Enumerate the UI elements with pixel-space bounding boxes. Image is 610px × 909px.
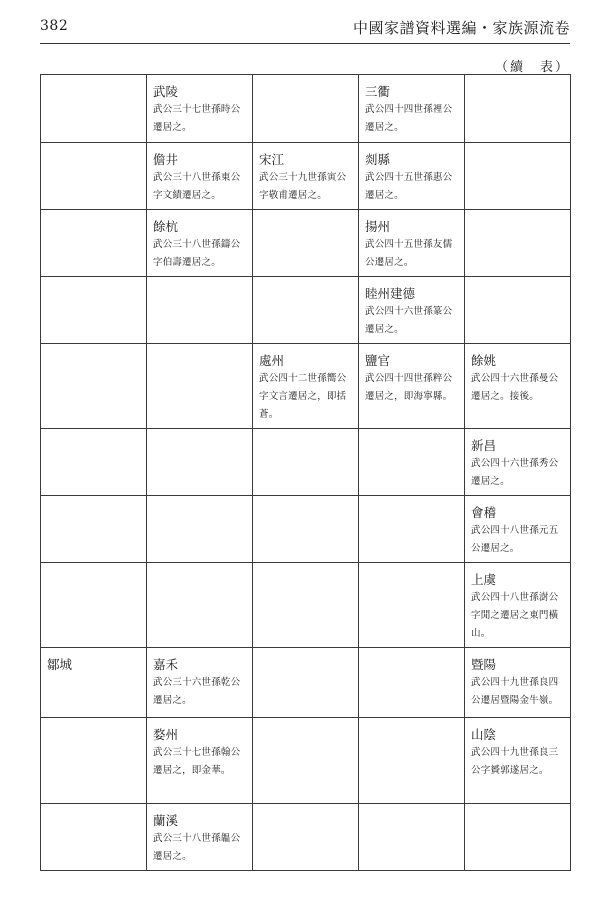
- table-cell: [253, 804, 359, 871]
- migration-entry: [363, 151, 460, 205]
- place-name: 宋江: [259, 152, 285, 167]
- table-cell: [359, 143, 465, 210]
- table-cell: [359, 75, 465, 143]
- place-name: 剡縣: [365, 152, 391, 167]
- table-cell: [41, 143, 147, 210]
- migration-description: 武公三十七世孫翰公遷居之，即金華。: [153, 747, 241, 776]
- migration-entry: [151, 218, 248, 272]
- table-row: [41, 277, 571, 344]
- migration-entry: [363, 83, 460, 137]
- migration-description: 武公四十六世孫篆公遷居之。: [365, 306, 453, 335]
- migration-description: 武公三十七世孫時公遷居之。: [153, 104, 241, 133]
- table-cell: [465, 277, 571, 344]
- table-cell: [253, 429, 359, 496]
- table-cell: [147, 75, 253, 143]
- table-cell: [359, 496, 465, 563]
- migration-entry: [363, 218, 460, 272]
- running-title: 中國家譜資料選編・家族源流卷: [352, 19, 570, 37]
- table-cell: [41, 429, 147, 496]
- place-name: 揚州: [365, 219, 391, 234]
- table-row: [41, 75, 571, 143]
- table-cell: [147, 429, 253, 496]
- migration-description: 武公四十八世孫元五公遷居之。: [471, 525, 559, 554]
- migration-entry: [469, 504, 566, 558]
- place-name: 蘭溪: [153, 813, 179, 828]
- table-cell: [41, 804, 147, 871]
- table-cell: [41, 344, 147, 429]
- table-cell: [465, 429, 571, 496]
- table-row: [41, 143, 571, 210]
- migration-entry: [469, 656, 566, 710]
- migration-description: 武公三十八世孫東公字文績遷居之。: [153, 172, 241, 201]
- table-cell: [465, 648, 571, 718]
- table-row: [41, 648, 571, 718]
- table-cell: [41, 648, 147, 718]
- migration-entry: [151, 151, 248, 205]
- migration-description: 武公三十六世孫乾公遷居之。: [153, 677, 241, 706]
- table-cell: [147, 563, 253, 648]
- table-cell: [465, 143, 571, 210]
- table-cell: [253, 143, 359, 210]
- migration-description: 武公四十五世孫友儒公遷居之。: [365, 239, 453, 268]
- table-cell: [465, 496, 571, 563]
- place-name: 暨陽: [471, 657, 497, 672]
- table-row: [41, 563, 571, 648]
- table-cell: [253, 496, 359, 563]
- table-cell: [253, 718, 359, 804]
- header-rule: [40, 43, 570, 44]
- table-cell: [253, 75, 359, 143]
- place-name: 會稽: [471, 505, 497, 520]
- table-cell: [465, 804, 571, 871]
- table-cell: [147, 344, 253, 429]
- migration-entry: [469, 571, 566, 643]
- place-name: 三衢: [365, 84, 391, 99]
- table-row: [41, 429, 571, 496]
- place-name: 武陵: [153, 84, 179, 99]
- table-cell: [465, 75, 571, 143]
- migration-description: 武公三十八世孫韞公遷居之。: [153, 833, 241, 862]
- table-cell: [253, 277, 359, 344]
- place-name: 餘姚: [471, 353, 497, 368]
- migration-entry: [151, 656, 248, 710]
- table-cell: [147, 210, 253, 277]
- table-cell: [465, 718, 571, 804]
- migration-entry: [469, 726, 566, 780]
- table-row: [41, 804, 571, 871]
- table-body: [41, 75, 571, 871]
- table-row: [41, 718, 571, 804]
- migration-entry: [363, 352, 460, 406]
- table-cell: [253, 648, 359, 718]
- place-name: 嘉禾: [153, 657, 179, 672]
- migration-description: 武公四十八世孫澍公字閒之遷居之東門橫山。: [471, 592, 559, 639]
- place-name: 鹽官: [365, 353, 391, 368]
- continued-label: （續 表）: [494, 60, 570, 75]
- table-cell: [359, 277, 465, 344]
- place-name: 處州: [259, 353, 285, 368]
- migration-entry: [469, 437, 566, 491]
- table-cell: [41, 277, 147, 344]
- table-cell: [359, 429, 465, 496]
- genealogy-table: [40, 74, 571, 871]
- migration-entry: [257, 352, 354, 424]
- table-cell: [147, 804, 253, 871]
- place-name: 睦州建德: [365, 286, 416, 301]
- table-cell: [253, 210, 359, 277]
- place-name: 餘杭: [153, 219, 179, 234]
- table-cell: [359, 344, 465, 429]
- table-cell: [147, 648, 253, 718]
- table-row: [41, 344, 571, 429]
- table-cell: [465, 563, 571, 648]
- table-row: [41, 496, 571, 563]
- migration-description: 武公四十九世孫良四公遷居暨陽金牛嶺。: [471, 677, 559, 706]
- table-cell: [41, 496, 147, 563]
- table-cell: [253, 344, 359, 429]
- page-number: 382: [40, 18, 69, 34]
- migration-description: 武公三十八世孫鑄公字伯壽遷居之。: [153, 239, 241, 268]
- migration-description: 武公四十六世孫曼公遷居之。接後。: [471, 373, 559, 402]
- table-cell: [465, 344, 571, 429]
- table-cell: [41, 563, 147, 648]
- migration-entry: [151, 726, 248, 780]
- place-name: 山陰: [471, 727, 497, 742]
- table-cell: [359, 210, 465, 277]
- table-cell: [41, 210, 147, 277]
- table-cell: [147, 277, 253, 344]
- table-cell: [359, 563, 465, 648]
- place-name: 儋井: [153, 152, 179, 167]
- table-cell: [465, 210, 571, 277]
- place-name: 婺州: [153, 727, 179, 742]
- migration-description: 武公四十二世孫嚮公字文言遷居之，即括蒼。: [259, 373, 347, 420]
- migration-entry: [151, 83, 248, 137]
- migration-description: 武公三十九世孫寅公字敬甫遷居之。: [259, 172, 347, 201]
- migration-entry: [257, 151, 354, 205]
- table-cell: [147, 143, 253, 210]
- migration-description: 武公四十六世孫秀公遷居之。: [471, 458, 559, 487]
- table-cell: [359, 804, 465, 871]
- table-cell: [41, 75, 147, 143]
- place-name: 上虞: [471, 572, 497, 587]
- migration-description: 武公四十四世孫裡公遷居之。: [365, 104, 453, 133]
- migration-description: 武公四十五世孫惠公遷居之。: [365, 172, 453, 201]
- table-cell: [359, 648, 465, 718]
- migration-entry: [469, 352, 566, 406]
- table-row: [41, 210, 571, 277]
- table-cell: [253, 563, 359, 648]
- migration-entry: [363, 285, 460, 339]
- table-cell: [147, 718, 253, 804]
- table-cell: [41, 718, 147, 804]
- table-cell: [359, 718, 465, 804]
- place-name: 鄒城: [47, 657, 73, 672]
- migration-description: 武公四十四世孫粹公遷居之，即海寧縣。: [365, 373, 453, 402]
- migration-entry: [151, 812, 248, 866]
- table-cell: [147, 496, 253, 563]
- migration-description: 武公四十九世孫良三公字贇郭遂居之。: [471, 747, 559, 776]
- place-name: 新昌: [471, 438, 497, 453]
